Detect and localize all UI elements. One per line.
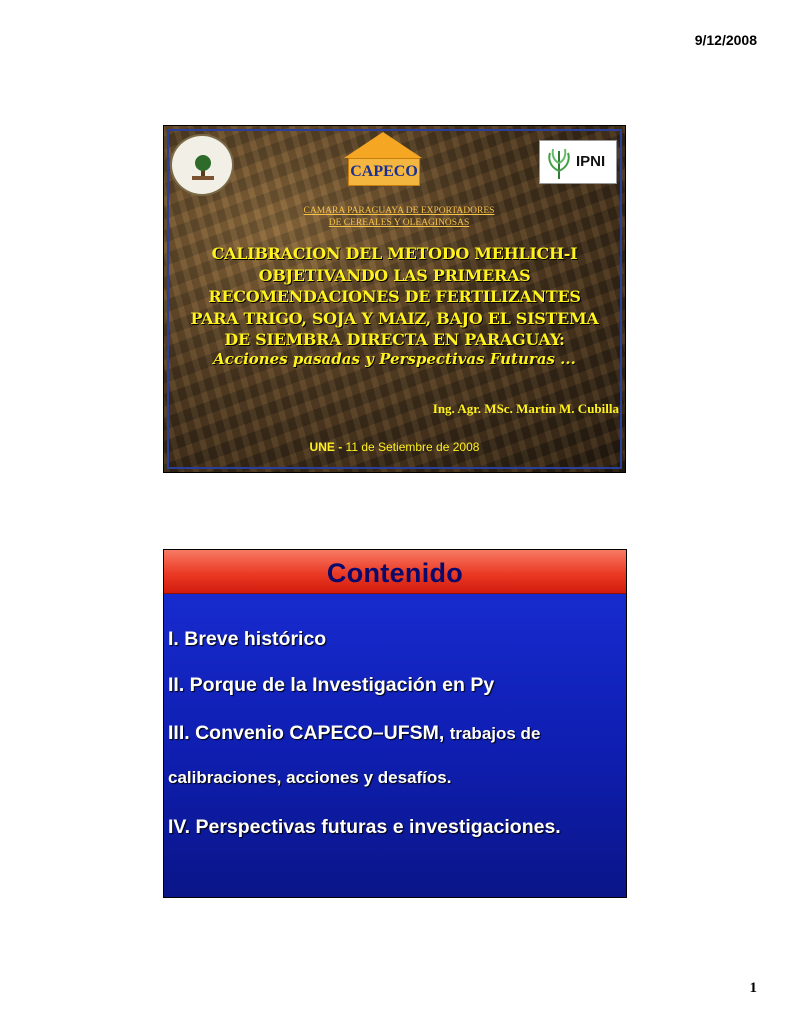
capeco-logo-text: CAPECO xyxy=(348,158,420,186)
contents-title: Contenido xyxy=(326,558,464,588)
organization-line-1: CAMARA PARAGUAYA DE EXPORTADORES xyxy=(303,206,495,216)
title-line: RECOMENDACIONES DE FERTILIZANTES xyxy=(208,287,581,306)
wheat-icon xyxy=(544,145,574,179)
author-name: Ing. Agr. MSc. Martín M. Cubilla xyxy=(432,401,619,416)
title-line: OBJETIVANDO LAS PRIMERAS xyxy=(258,265,531,285)
ipni-logo xyxy=(539,140,617,184)
page-date: 9/12/2008 xyxy=(694,32,757,48)
agenda-item xyxy=(168,722,540,745)
capeco-roof-shape xyxy=(344,132,422,158)
title-line: PARA TRIGO, SOJA Y MAIZ, BAJO EL SISTEMA xyxy=(190,308,599,328)
agenda-item-detail: trabajos de xyxy=(449,724,541,743)
page-number: 1 xyxy=(749,980,757,996)
capeco-logo xyxy=(344,132,422,192)
organization-name xyxy=(264,205,534,229)
agenda-item-main: III. Convenio CAPECO–UFSM, xyxy=(168,722,450,744)
title-line: DE SIEMBRA DIRECTA EN PARAGUAY: xyxy=(224,330,565,349)
event-organization: UNE - xyxy=(309,440,343,454)
ipni-logo-text: IPNI xyxy=(576,153,606,170)
title-slide xyxy=(163,125,626,473)
agenda-item: I. Breve histórico xyxy=(168,628,327,650)
contents-slide xyxy=(163,549,627,898)
presentation-title xyxy=(164,243,625,351)
event-date: 11 de Setiembre de 2008 xyxy=(342,440,480,454)
organization-line-2: DE CEREALES Y OLEAGINOSAS xyxy=(328,218,470,228)
agenda-item: II. Porque de la Investigación en Py xyxy=(168,674,495,696)
soil-conservation-logo xyxy=(170,134,234,196)
title-line: CALIBRACION DEL METODO MEHLICH-I xyxy=(211,244,578,263)
presentation-subtitle: Acciones pasadas y Perspectivas Futuras ... xyxy=(213,350,576,368)
agenda-item: IV. Perspectivas futuras e investigaciones. xyxy=(168,816,561,838)
contents-header xyxy=(164,550,626,594)
event-line xyxy=(164,440,625,454)
agenda-item-continuation: calibraciones, acciones y desafíos. xyxy=(168,768,452,787)
tree-icon xyxy=(192,154,214,180)
